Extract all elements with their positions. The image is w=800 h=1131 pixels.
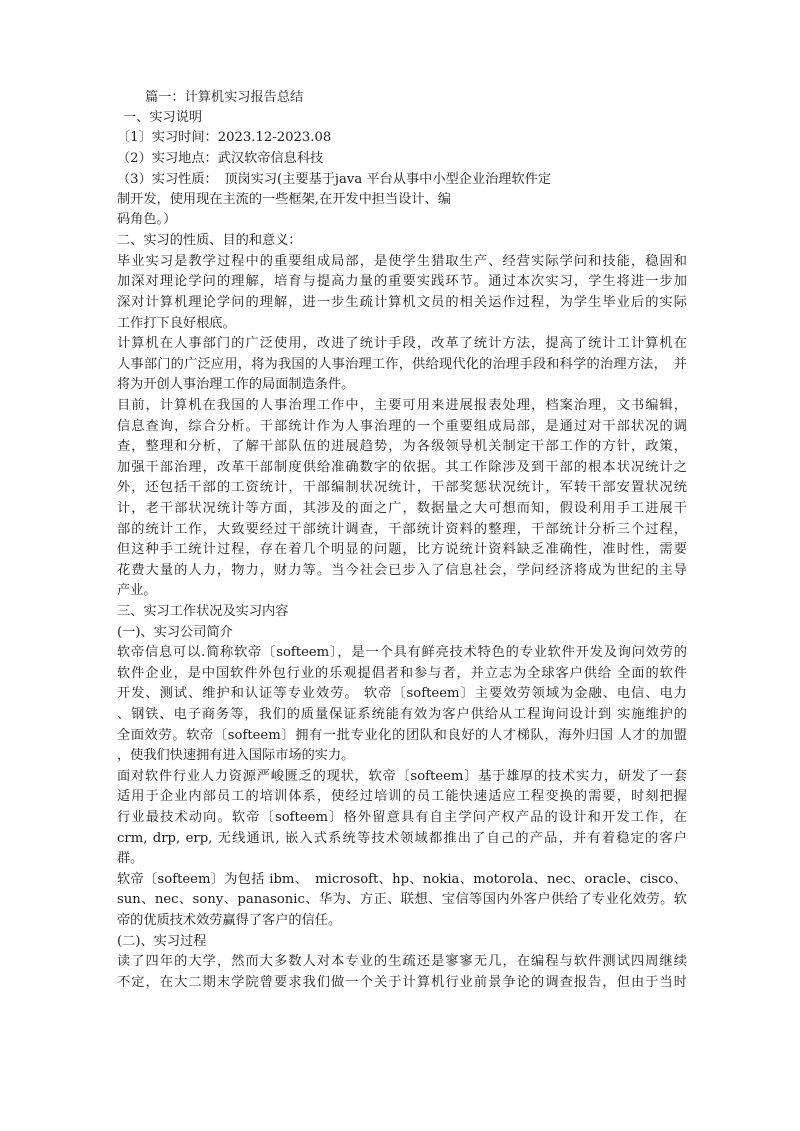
text-line: 制开发，使用现在主流的一些框架,在开发中担当设计、编 bbox=[117, 192, 451, 207]
paragraph-line: 查，整理和分析，了解干部队伍的进展趋势，为各级领导机关制定干部工作的方针，政策， bbox=[117, 439, 687, 454]
paragraph-line: 开发、测试、维护和认证等专业效劳。 软帝〔softeem〕主要效劳领域为金融、电信、电力 bbox=[117, 686, 687, 701]
paragraph-line: 读了四年的大学，然而大多数人对本专业的生疏还是寥寥无几，在编程与软件测试四周继续 bbox=[117, 954, 687, 969]
paragraph-line: 花费大量的人力，物力，财力等。当今社会已步入了信息社会，学问经济将成为世纪的主导 bbox=[117, 563, 687, 578]
paragraph-line: 面对软件行业人力资源严峻匮乏的现状，软帝〔softeem〕基于雄厚的技术实力，研发了一套 bbox=[117, 769, 687, 784]
paragraph-line: 计算机在人事部门的广泛使用，改进了统计手段，改革了统计方法，提高了统计工计算机在 bbox=[117, 336, 687, 351]
paragraph-line: 毕业实习是教学过程中的重要组成局部，是使学生猎取生产、经营实际学问和技能，稳固和 bbox=[117, 254, 687, 269]
subsection-heading: (二)、实习过程 bbox=[117, 934, 207, 949]
paragraph-line: 软帝信息可以.简称软帝〔softeem〕，是一个具有鲜亮技术特色的专业软件开发及询问效劳的 bbox=[117, 645, 687, 660]
document-title: 篇一：计算机实习报告总结 bbox=[145, 90, 304, 105]
paragraph-line: 部的统计工作，大致要经过干部统计调查，干部统计资料的整理，干部统计分析三个过程， bbox=[117, 522, 687, 537]
section-heading: 二、实习的性质、目的和意义： bbox=[117, 233, 302, 248]
text-line: 码角色。） bbox=[117, 212, 177, 227]
paragraph-line: 适用于企业内部员工的培训体系，使经过培训的员工能快速适应工程变换的需要，时刻把握 bbox=[117, 789, 687, 804]
paragraph-line: 计，老干部状况统计等方面，其涉及的面之广，数据量之大可想而知，假设利用手工进展干 bbox=[117, 501, 687, 516]
paragraph-line: 、钢铁、电子商务等，我们的质量保证系统能有效为客户供给从工程询问设计到 实施维护的 bbox=[117, 707, 687, 722]
paragraph-line: 产业。 bbox=[117, 583, 157, 598]
section-heading: 一、实习说明 bbox=[123, 110, 203, 125]
paragraph-line: 将为开创人事治理工作的局面制造条件。 bbox=[117, 377, 355, 392]
paragraph-line: 信息查询，综合分析。干部统计作为人事治理的一个重要组成局部，是通过对干部状况的调 bbox=[117, 419, 687, 434]
paragraph-line: 但这种手工统计过程，存在着几个明显的问题，比方说统计资料缺乏准确性，准时性，需要 bbox=[117, 542, 687, 557]
paragraph-line: 加深对理论学问的理解，培育与提高力量的重要实践环节。通过本次实习，学生将进一步加 bbox=[117, 274, 687, 289]
text-line: （2）实习地点：武汉软帝信息科技 bbox=[117, 151, 324, 166]
text-line: （3）实习性质： 顶岗实习(主要基于java 平台从事中小型企业治理软件定 bbox=[117, 172, 552, 187]
paragraph-line: ，使我们快速拥有进入国际市场的实力。 bbox=[117, 748, 355, 763]
subsection-heading: (一)、实习公司简介 bbox=[117, 625, 233, 640]
paragraph-line: 加强干部治理，改革干部制度供给准确数字的依据。其工作除涉及到干部的根本状况统计之 bbox=[117, 460, 687, 475]
section-heading: 三、实习工作状况及实习内容 bbox=[117, 604, 289, 619]
paragraph-line: 帝的优质技术效劳赢得了客户的信任。 bbox=[117, 913, 342, 928]
paragraph-line: 软件企业，是中国软件外包行业的乐观提倡者和参与者，并立志为全球客户供给 全面的软件 bbox=[117, 666, 687, 681]
paragraph-line: 全面效劳。软帝〔softeem〕拥有一批专业化的团队和良好的人才梯队，海外归国 人才的加盟 bbox=[117, 728, 687, 743]
paragraph-line: 工作打下良好根底。 bbox=[117, 316, 236, 331]
paragraph-line: 外，还包括干部的工资统计，干部编制状况统计，干部奖惩状况统计，军转干部安置状况统 bbox=[117, 480, 687, 495]
paragraph-line: 行业最技术动向。软帝〔softeem〕格外留意具有自主学问产权产品的设计和开发工作，在 bbox=[117, 810, 687, 825]
text-line: 〔1〕实习时间：2023.12-2023.08 bbox=[117, 130, 332, 145]
paragraph-line: 软帝〔softeem〕为包括 ibm、 microsoft、hp、nokia、motorola、nec、oracle、cisco、 bbox=[117, 872, 687, 887]
paragraph-line: 不定，在大二期末学院曾要求我们做一个关于计算机行业前景争论的调查报告，但由于当时 bbox=[117, 975, 687, 990]
paragraph-line: 深对计算机理论学问的理解，进一步生疏计算机文员的相关运作过程，为学生毕业后的实际 bbox=[117, 295, 687, 310]
paragraph-line: sun、nec、sony、panasonic、华为、方正、联想、宝信等国内外客户供给了专业化效劳。软 bbox=[117, 892, 687, 907]
paragraph-line: 群。 bbox=[117, 851, 144, 866]
paragraph-line: crm, drp, erp, 无线通讯, 嵌入式系统等技术领域都推出了自己的产品，并有着稳定的客户 bbox=[117, 831, 687, 846]
paragraph-line: 人事部门的广泛应用，将为我国的人事治理工作，供给现代化的治理手段和科学的治理方法， 并 bbox=[117, 357, 687, 372]
paragraph-line: 目前，计算机在我国的人事治理工作中，主要可用来进展报表处理，档案治理，文书编辑， bbox=[117, 398, 687, 413]
